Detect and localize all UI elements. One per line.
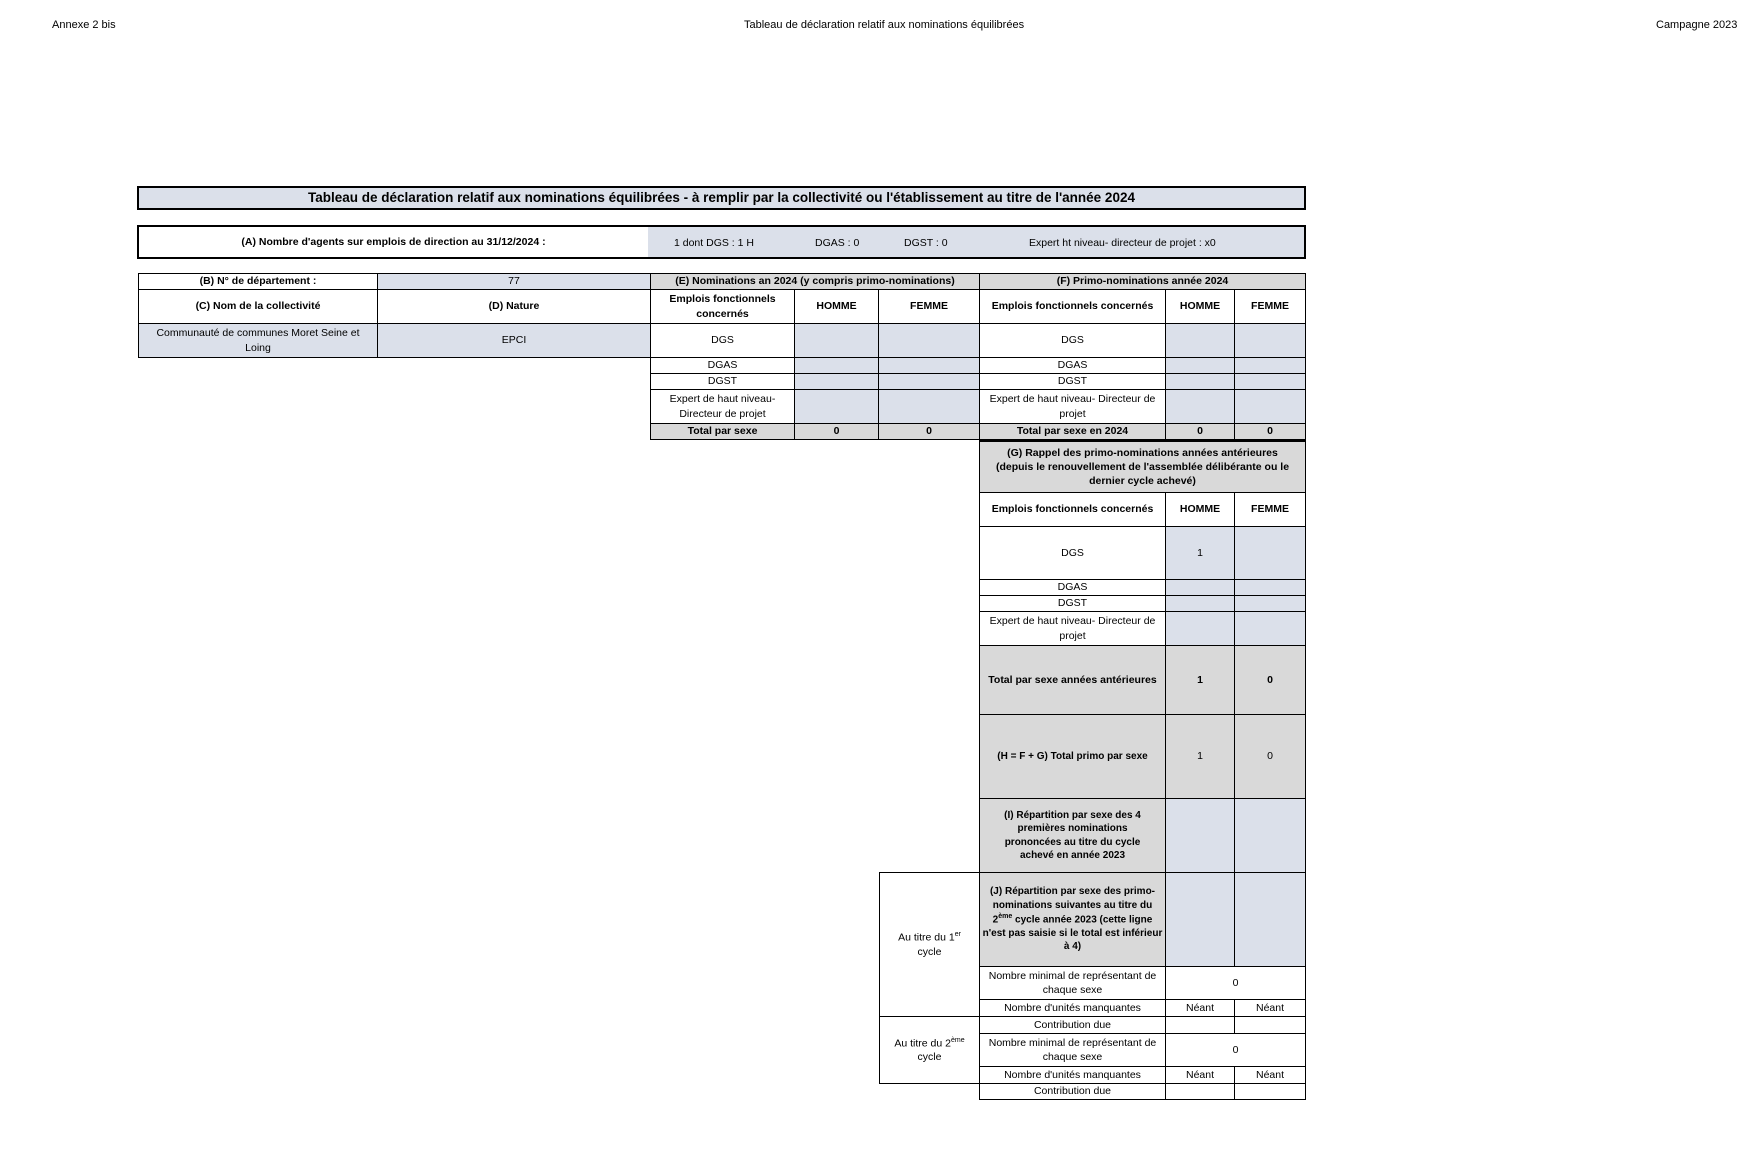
section-a-dgst: DGST : 0 <box>904 237 948 249</box>
section-a-dgas: DGAS : 0 <box>815 237 860 249</box>
section-i-label: (I) Répartition par sexe des 4 premières nominations prononcées au titre du cycle achevé en année 2023 <box>979 798 1166 873</box>
annex-label: Annexe 2 bis <box>52 19 116 31</box>
section-f-row-dgst: DGST <box>979 373 1166 390</box>
section-g-row-dgs: DGS <box>979 526 1166 580</box>
section-g-dgs-femme[interactable] <box>1234 526 1306 580</box>
collectivity-name: Communauté de communes Moret Seine et Loing <box>138 323 378 358</box>
section-e-row-dgas: DGAS <box>650 357 795 374</box>
section-i-femme[interactable] <box>1234 798 1306 873</box>
section-g-dgas-femme[interactable] <box>1234 579 1306 596</box>
section-e-dgst-homme[interactable] <box>794 373 879 390</box>
section-h-homme: 1 <box>1165 714 1235 799</box>
section-g-total-homme: 1 <box>1165 645 1235 715</box>
section-f-dgas-homme[interactable] <box>1165 357 1235 374</box>
section-f-row-expert: Expert de haut niveau- Directeur de projet <box>979 389 1166 424</box>
section-g-dgst-homme[interactable] <box>1165 595 1235 612</box>
cycle2-missing-femme: Néant <box>1234 1066 1306 1084</box>
cycle1-missing-homme: Néant <box>1165 999 1235 1017</box>
cycle1-contribution-homme[interactable] <box>1165 1016 1235 1034</box>
section-g-title: (G) Rappel des primo-nominations années antérieures (depuis le renouvellement de l'assemblée délibérante ou le dernier cycle achevé) <box>979 441 1306 493</box>
cycle1-contribution-femme[interactable] <box>1234 1016 1306 1034</box>
section-i-homme[interactable] <box>1165 798 1235 873</box>
section-f-emplois-header: Emplois fonctionnels concernés <box>979 289 1166 324</box>
section-a-label: (A) Nombre d'agents sur emplois de direction au 31/12/2024 : <box>241 235 546 248</box>
section-f-title: (F) Primo-nominations année 2024 <box>979 273 1306 290</box>
cycle2-missing-homme: Néant <box>1165 1066 1235 1084</box>
section-f-row-dgas: DGAS <box>979 357 1166 374</box>
cycle2-label-sup: ème <box>951 1036 965 1044</box>
section-e-dgas-homme[interactable] <box>794 357 879 374</box>
section-e-total-femme: 0 <box>878 423 980 440</box>
section-j-label-suffix: cycle année 2023 (cette ligne n'est pas saisie si le total est inférieur à 4) <box>982 914 1163 953</box>
cycle1-label <box>879 872 980 1017</box>
section-d-label: (D) Nature <box>377 289 651 324</box>
cycle1-contribution-label: Contribution due <box>979 1016 1166 1034</box>
section-f-dgas-femme[interactable] <box>1234 357 1306 374</box>
section-g-dgs-homme[interactable]: 1 <box>1165 526 1235 580</box>
section-f-homme-header: HOMME <box>1165 289 1235 324</box>
cycle1-label-prefix: Au titre du 1 <box>898 931 955 944</box>
section-f-dgs-homme[interactable] <box>1165 323 1235 358</box>
section-e-total-label: Total par sexe <box>650 423 795 440</box>
section-g-emplois-header: Emplois fonctionnels concernés <box>979 492 1166 527</box>
section-f-row-dgs: DGS <box>979 323 1166 358</box>
section-e-femme-header: FEMME <box>878 289 980 324</box>
section-f-expert-homme[interactable] <box>1165 389 1235 424</box>
header-title: Tableau de déclaration relatif aux nominations équilibrées <box>744 19 1025 31</box>
section-f-total-homme: 0 <box>1165 423 1235 440</box>
section-g-homme-header: HOMME <box>1165 492 1235 527</box>
section-f-femme-header: FEMME <box>1234 289 1306 324</box>
section-e-dgs-femme[interactable] <box>878 323 980 358</box>
section-a-expert: Expert ht niveau- directeur de projet : x0 <box>1029 237 1216 249</box>
section-b-value: 77 <box>377 273 651 290</box>
section-g-femme-header: FEMME <box>1234 492 1306 527</box>
section-e-row-expert: Expert de haut niveau- Directeur de projet <box>650 389 795 424</box>
section-b-label: (B) N° de département : <box>138 273 378 290</box>
section-e-expert-homme[interactable] <box>794 389 879 424</box>
cycle1-missing-femme: Néant <box>1234 999 1306 1017</box>
cycle2-missing-label: Nombre d'unités manquantes <box>979 1066 1166 1084</box>
cycle2-label <box>879 1016 980 1084</box>
section-f-expert-femme[interactable] <box>1234 389 1306 424</box>
campaign-label: Campagne 2023 <box>1656 19 1738 31</box>
section-e-dgas-femme[interactable] <box>878 357 980 374</box>
section-j-label <box>979 872 1166 967</box>
section-f-total-label: Total par sexe en 2024 <box>979 423 1166 440</box>
cycle2-min-value: 0 <box>1165 1033 1306 1067</box>
cycle2-min-label: Nombre minimal de représentant de chaque sexe <box>979 1033 1166 1067</box>
cycle2-label-prefix: Au titre du 2 <box>894 1037 951 1050</box>
section-j-femme[interactable] <box>1234 872 1306 967</box>
section-j-label-prefix: (J) Répartition par sexe des primo-nominations suivantes au titre du 2 <box>989 886 1156 926</box>
section-e-expert-femme[interactable] <box>878 389 980 424</box>
section-a-row <box>137 225 1306 259</box>
section-j-homme[interactable] <box>1165 872 1235 967</box>
section-g-expert-homme[interactable] <box>1165 611 1235 646</box>
cycle1-missing-label: Nombre d'unités manquantes <box>979 999 1166 1017</box>
cycle1-min-value: 0 <box>1165 966 1306 1000</box>
section-e-dgs-homme[interactable] <box>794 323 879 358</box>
section-c-label: (C) Nom de la collectivité <box>138 289 378 324</box>
section-h-femme: 0 <box>1234 714 1306 799</box>
section-g-dgas-homme[interactable] <box>1165 579 1235 596</box>
section-e-row-dgs: DGS <box>650 323 795 358</box>
section-g-dgst-femme[interactable] <box>1234 595 1306 612</box>
section-g-total-label: Total par sexe années antérieures <box>979 645 1166 715</box>
cycle1-label-sup: er <box>954 931 961 939</box>
section-a-count: 1 dont DGS : 1 H <box>674 237 754 249</box>
section-e-emplois-header: Emplois fonctionnels concernés <box>650 289 795 324</box>
section-f-total-femme: 0 <box>1234 423 1306 440</box>
section-g-expert-femme[interactable] <box>1234 611 1306 646</box>
cycle1-min-label: Nombre minimal de représentant de chaque sexe <box>979 966 1166 1000</box>
cycle2-contribution-label: Contribution due <box>979 1083 1166 1100</box>
cycle2-label-suffix: cycle <box>917 1051 942 1064</box>
section-f-dgs-femme[interactable] <box>1234 323 1306 358</box>
section-f-dgst-homme[interactable] <box>1165 373 1235 390</box>
section-g-row-dgst: DGST <box>979 595 1166 612</box>
cycle2-contribution-homme[interactable] <box>1165 1083 1235 1100</box>
form-title: Tableau de déclaration relatif aux nominations équilibrées - à remplir par la collectivité ou l'établissement au titre de l'année 2024 <box>137 186 1306 210</box>
section-h-label: (H = F + G) Total primo par sexe <box>979 714 1166 799</box>
section-e-total-homme: 0 <box>794 423 879 440</box>
section-j-label-sup: ème <box>998 913 1013 921</box>
section-g-total-femme: 0 <box>1234 645 1306 715</box>
section-e-homme-header: HOMME <box>794 289 879 324</box>
section-e-title: (E) Nominations an 2024 (y compris primo-nominations) <box>650 273 980 290</box>
section-g-row-dgas: DGAS <box>979 579 1166 596</box>
section-a-values <box>648 227 1304 257</box>
cycle1-label-suffix: cycle <box>917 945 942 958</box>
section-e-row-dgst: DGST <box>650 373 795 390</box>
cycle2-contribution-femme[interactable] <box>1234 1083 1306 1100</box>
section-g-row-expert: Expert de haut niveau- Directeur de projet <box>979 611 1166 646</box>
section-e-dgst-femme[interactable] <box>878 373 980 390</box>
section-f-dgst-femme[interactable] <box>1234 373 1306 390</box>
nature-value: EPCI <box>377 323 651 358</box>
